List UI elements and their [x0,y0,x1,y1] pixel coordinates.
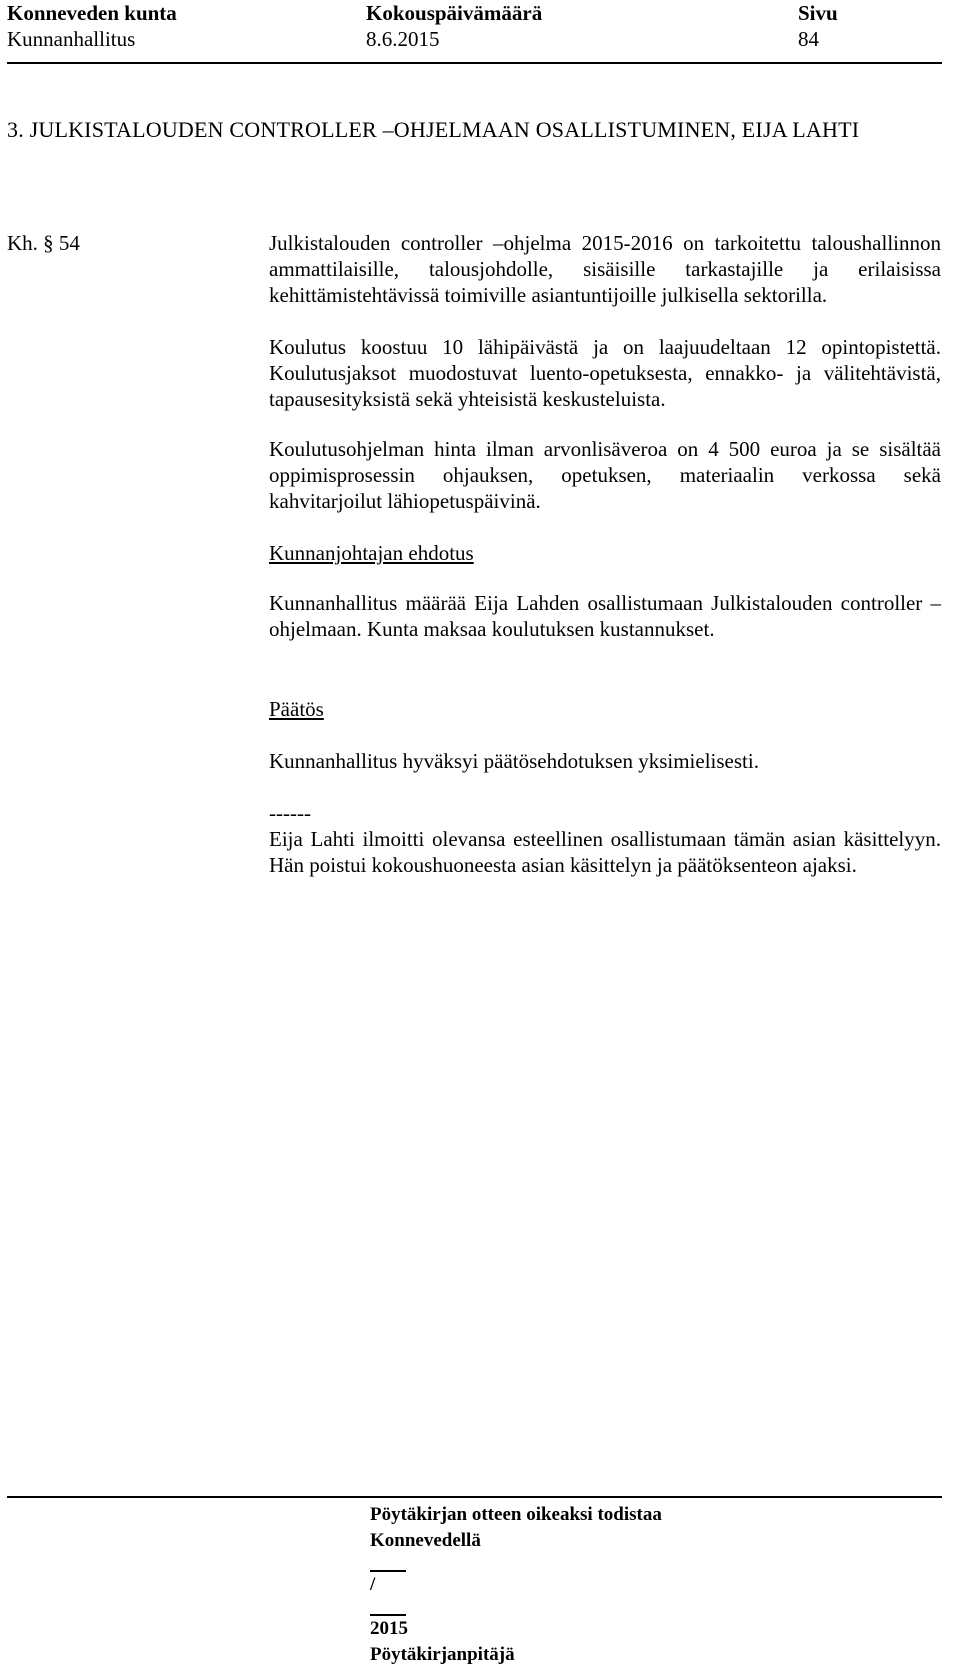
footer-place: Konnevedellä [370,1530,481,1551]
footer-date-separator: / [370,1574,376,1595]
decision-heading: Päätös [269,697,324,721]
section-title: 3. JULKISTALOUDEN CONTROLLER –OHJELMAAN OSALLISTUMINEN, EIJA LAHTI [7,117,860,142]
header-org-label: Konneveden kunta [7,1,177,25]
footer-day-blank [370,1554,406,1572]
footer-divider [7,1496,942,1498]
header-page-number [798,0,838,52]
header-page-value: 84 [798,27,819,51]
body-paragraph-intro: Julkistalouden controller –ohjelma 2015-2016 on tarkoitettu taloushallinnon ammattilaisille, talousjohdolle, sisäisille tarkastajille ja erilaisissa kehittämistehtävissä toimiville asiantuntijoille julkisella sektorilla. [269,231,941,307]
header-meeting-date [366,0,542,52]
header-divider [7,62,942,64]
footer-secretary: Pöytäkirjanpitäjä [370,1644,515,1665]
body-column [269,230,941,878]
page-header [7,0,942,66]
proposal-text: Kunnanhallitus määrää Eija Lahden osallistumaan Julkistalouden controller –ohjelmaan. Kunta maksaa koulutuksen kustannukset. [269,591,941,641]
decision-text: Kunnanhallitus hyväksyi päätösehdotuksen yksimielisesti. [269,749,759,773]
footer-place-date [370,1528,662,1642]
page-footer [370,1502,662,1668]
separator-line: ------ [269,801,311,825]
header-page-label: Sivu [798,1,838,25]
body-paragraph-price: Koulutusohjelman hinta ilman arvonlisäveroa on 4 500 euroa ja se sisältää oppimisprosessin ohjauksen, opetuksen, materiaalin verkossa sekä kahvitarjoilut lähiopetuspäivinä. [269,437,941,513]
footer-month-blank [370,1598,406,1616]
proposal-heading: Kunnanjohtajan ehdotus [269,541,474,565]
body-paragraph-structure: Koulutus koostuu 10 lähipäivästä ja on laajuudeltaan 12 opintopistettä. Koulutusjaksot muodostuvat luento-opetuksesta, ennakko- ja välitehtävistä, tapausesityksistä sekä yhteisistä keskusteluista. [269,335,941,411]
header-organization [7,0,177,52]
header-date-label: Kokouspäivämäärä [366,1,543,25]
disqualification-text: Eija Lahti ilmoitti olevansa esteellinen osallistumaan tämän asian käsittelyyn. Hän poistui kokoushuoneesta asian käsittelyn ja päätöksenteon ajaksi. [269,827,941,877]
paragraph-reference: Kh. § 54 [7,231,80,255]
header-date-value: 8.6.2015 [366,27,440,51]
footer-year: 2015 [370,1618,408,1639]
footer-certification: Pöytäkirjan otteen oikeaksi todistaa [370,1504,662,1525]
header-org-value: Kunnanhallitus [7,27,136,51]
